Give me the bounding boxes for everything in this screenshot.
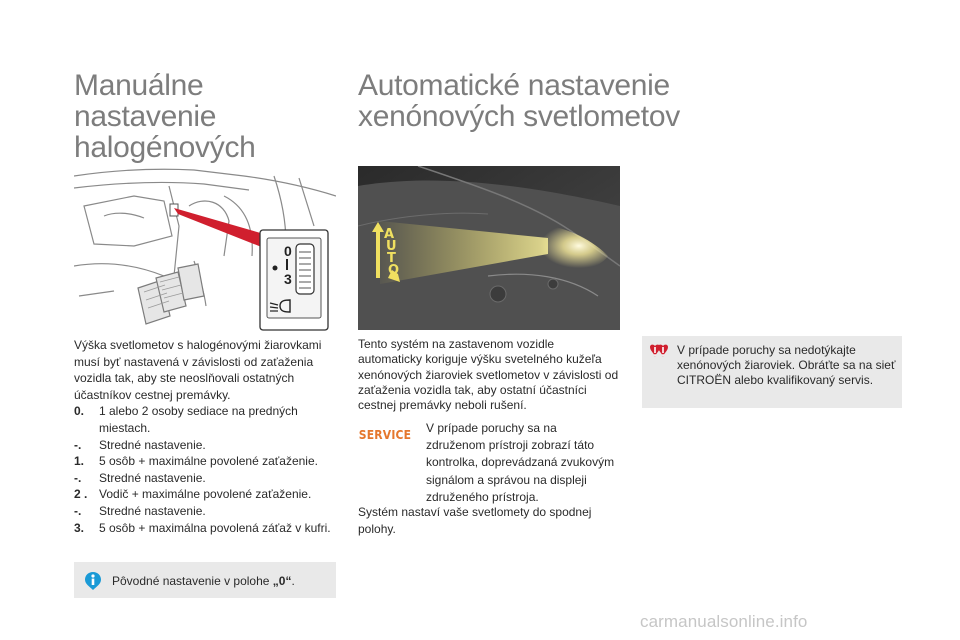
position-key: -. bbox=[74, 437, 82, 452]
position-text: Stredné nastavenie. bbox=[99, 503, 206, 518]
position-text: 1 alebo 2 osoby sediace na predných miestach. bbox=[99, 404, 298, 435]
dial-label-top: 0 bbox=[284, 243, 292, 259]
title-line: Automatické nastavenie bbox=[358, 69, 670, 102]
title-line: xenónových svetlometov bbox=[358, 100, 680, 133]
position-text: Vodič + maximálne povolené zaťaženie. bbox=[99, 487, 312, 502]
auto-letter: A bbox=[384, 227, 395, 242]
list-item bbox=[74, 520, 338, 537]
automatic-system-paragraph: Tento systém na zastavenom vozidle automaticky koriguje výšku svetelného kužeľa xenónových žiaroviek svetlometov v závislosti od zaťaženia vozidla tak, aby ostatní účastníci cestnej premávky neboli rušení. bbox=[358, 337, 619, 413]
note-bold-value: „0“ bbox=[272, 574, 292, 588]
warning-text: V prípade poruchy sa nedotýkajte xenónových žiaroviek. Obráťte sa na sieť CITROËN alebo kvalifikovaný servis. bbox=[677, 343, 896, 387]
position-text: Stredné nastavenie. bbox=[99, 470, 206, 485]
low-position-text: Systém nastaví vaše svetlomety do spodnej polohy. bbox=[358, 505, 592, 537]
position-text: 5 osôb + maximálne povolené zaťaženie. bbox=[99, 454, 318, 469]
intro-paragraph: Výška svetlometov s halogénovými žiarovkami musí byť nastavená v závislosti od zaťaženia vozidla tak, aby ste neoslňovali ostatných účastníkov cestnej premávky. bbox=[74, 338, 322, 402]
position-list bbox=[74, 403, 338, 536]
service-warning-block bbox=[358, 420, 620, 504]
list-item bbox=[74, 437, 338, 454]
note-text bbox=[112, 574, 295, 588]
auto-letter: U bbox=[386, 239, 397, 254]
manual-adjustment-text bbox=[74, 337, 338, 536]
list-item bbox=[74, 486, 338, 503]
title-line: halogénových bbox=[74, 131, 256, 164]
position-text: 5 osôb + maximálna povolená záťaž v kufri. bbox=[99, 520, 331, 535]
car-front-drawing bbox=[358, 166, 620, 330]
dial-label-bottom: 3 bbox=[284, 271, 292, 287]
dashboard-drawing bbox=[74, 166, 336, 332]
xenon-headlamp-illustration bbox=[358, 166, 620, 330]
service-warning-light-icon: SERVICE bbox=[358, 427, 412, 442]
position-text: Stredné nastavenie. bbox=[99, 437, 206, 452]
position-key: 1. bbox=[74, 454, 85, 469]
warning-icon bbox=[648, 344, 670, 364]
title-line: Manuálne nastavenie bbox=[74, 69, 217, 133]
position-key: 3. bbox=[74, 520, 85, 535]
position-key: 2 . bbox=[74, 487, 88, 502]
list-item bbox=[74, 503, 338, 520]
list-item bbox=[74, 403, 338, 436]
watermark: carmanualsonline.info bbox=[640, 612, 808, 631]
info-note bbox=[74, 562, 336, 598]
auto-letter: O bbox=[388, 263, 400, 278]
headlamp-dial-illustration bbox=[74, 166, 336, 332]
position-key: -. bbox=[74, 503, 82, 518]
note-suffix: . bbox=[291, 574, 295, 588]
list-item bbox=[74, 470, 338, 487]
title-automatic-xenon bbox=[358, 70, 688, 132]
auto-letter: T bbox=[387, 251, 396, 266]
info-icon bbox=[85, 572, 101, 590]
warning-note bbox=[642, 336, 902, 408]
callout-wedge bbox=[174, 208, 264, 248]
position-key: -. bbox=[74, 470, 82, 485]
service-text: V prípade poruchy sa na združenom prístroji zobrazí táto kontrolka, doprevádzaná zvukovým signálom a správou na displeji združeného prístroja. bbox=[426, 421, 615, 504]
position-key: 0. bbox=[74, 404, 85, 419]
note-prefix: Pôvodné nastavenie v polohe bbox=[112, 574, 273, 588]
list-item bbox=[74, 453, 338, 470]
